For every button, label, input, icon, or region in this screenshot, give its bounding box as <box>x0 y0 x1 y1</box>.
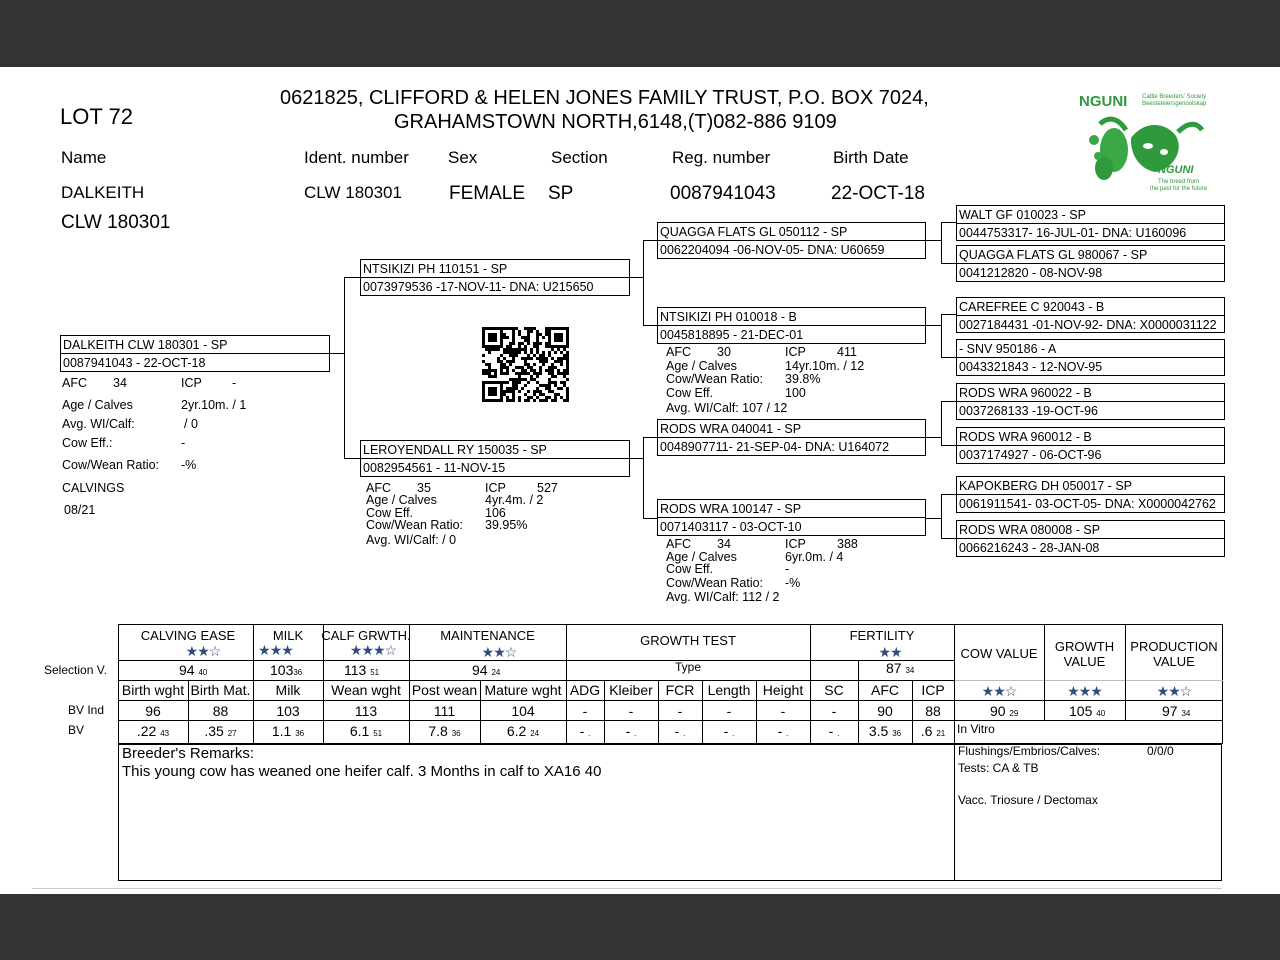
animal-age: 2yr.10m. / 1 <box>181 398 247 412</box>
col-header: SC <box>824 682 844 698</box>
cow-value: 90 29 <box>990 703 1019 719</box>
ss-line1: QUAGGA FLATS GL 050112 - SP <box>660 225 848 239</box>
calvings-value: 08/21 <box>64 503 96 517</box>
dam-afc-label: AFC <box>366 481 391 495</box>
dd-cwr: -% <box>785 576 801 590</box>
animal-cwr: -% <box>181 458 197 472</box>
gen3-box-8 <box>956 520 1225 557</box>
sel-calf-growth: 113 51 <box>344 662 380 678</box>
stars-calving-ease: ★★☆ <box>185 643 221 659</box>
dd-line1: RODS WRA 100147 - SP <box>660 502 802 516</box>
col-header: Mature wght <box>484 682 562 698</box>
logo-brand: NGUNI <box>1079 93 1128 110</box>
dam-line1: LEROYENDALL RY 150035 - SP <box>363 443 547 457</box>
stars-cow-value: ★★☆ <box>981 683 1017 699</box>
sd-age-label: Age / Calves <box>666 359 737 373</box>
animal-afc: 34 <box>113 376 127 390</box>
hdr-production-value-2: VALUE <box>1153 654 1195 669</box>
gen3-1-line1: WALT GF 010023 - SP <box>959 208 1086 222</box>
gen3-8-line2: 0066216243 - 28-JAN-08 <box>959 541 1100 555</box>
hdr-production-value-1: PRODUCTION <box>1130 639 1218 654</box>
hdr-type: Type <box>674 660 701 674</box>
lot-number: LOT 72 <box>60 104 133 129</box>
logo-tagline-1: The breed from <box>1158 179 1200 185</box>
gen3-2-line2: 0041212820 - 08-NOV-98 <box>959 266 1103 280</box>
ds-line1: RODS WRA 040041 - SP <box>660 422 802 436</box>
col-header: Kleiber <box>609 682 653 698</box>
dd-age-label: Age / Calves <box>666 550 737 564</box>
bv-ind-cell: 111 <box>433 703 456 719</box>
sd-afc-label: AFC <box>666 345 691 359</box>
bv-cell: - . <box>674 723 686 739</box>
label-bv: BV <box>68 723 85 737</box>
gen3-box-3 <box>956 297 1225 333</box>
bv-ind-cell: - <box>677 703 683 719</box>
animal-section: SP <box>548 183 574 204</box>
qr-code-icon <box>481 327 570 402</box>
animal-ident-large: CLW 180301 <box>61 212 171 233</box>
header-section: Section <box>551 148 608 167</box>
hdr-growth-test: GROWTH TEST <box>640 633 736 648</box>
bv-cell: .35 27 <box>204 723 237 739</box>
dd-line2: 0071403117 - 03-OCT-10 <box>660 520 802 534</box>
hdr-calving-ease: CALVING EASE <box>140 628 236 643</box>
sel-milk: 10336 <box>270 662 303 678</box>
bv-ind-cell: 90 <box>877 703 893 719</box>
bv-cell: - . <box>625 723 637 739</box>
gen3-box-5 <box>956 383 1225 420</box>
bv-ind-cell: - <box>726 703 732 719</box>
flushings-label: Flushings/Embrios/Calves: <box>958 744 1101 758</box>
animal-birth: 22-OCT-18 <box>831 183 925 204</box>
col-header: Birth wght <box>121 682 185 698</box>
dam-icp-label: ICP <box>485 481 506 495</box>
sd-cwr-label: Cow/Wean Ratio: <box>666 372 764 386</box>
sire-box <box>360 259 630 296</box>
col-header: Milk <box>275 682 301 698</box>
gen3-4-line2: 0043321843 - 12-NOV-95 <box>959 360 1103 374</box>
header-sex: Sex <box>448 148 478 167</box>
bv-ind-cell: 88 <box>925 703 941 719</box>
stars-calf-growth: ★★★☆ <box>349 642 397 658</box>
gen3-8-line1: RODS WRA 080008 - SP <box>959 523 1101 537</box>
logo-society-2: Beestetelersgenootskap <box>1142 101 1207 107</box>
production-value: 97 34 <box>1162 703 1191 719</box>
col-header: Height <box>762 682 804 698</box>
dd-age: 6yr.0m. / 4 <box>785 550 844 564</box>
bv-cell: - . <box>723 723 735 739</box>
label-bv-ind: BV Ind <box>68 703 105 717</box>
gen3-3-line1: CAREFREE C 920043 - B <box>959 300 1105 314</box>
bv-cell: - . <box>777 723 789 739</box>
stars-production-value: ★★☆ <box>1156 683 1192 699</box>
animal-ident: CLW 180301 <box>304 183 402 202</box>
sd-icp: 411 <box>837 345 857 359</box>
bv-ind-cell: - <box>628 703 634 719</box>
cattle-head-icon <box>1086 110 1206 190</box>
gen3-3-line2: 0027184431 -01-NOV-92- DNA: X0000031122 <box>959 318 1217 332</box>
dam-icp: 527 <box>537 481 558 495</box>
dam-line2: 0082954561 - 11-NOV-15 <box>363 461 506 475</box>
dam-sire-box <box>657 419 926 456</box>
nguni-logo <box>1076 88 1216 198</box>
dam-cwr-label: Cow/Wean Ratio: <box>366 518 464 532</box>
header-name: Name <box>61 148 107 167</box>
sd-cwr: 39.8% <box>785 372 821 386</box>
dam-age: 4yr.4m. / 2 <box>485 493 544 507</box>
ds-line2: 0048907711- 21-SEP-04- DNA: U164072 <box>660 440 890 454</box>
animal-icp: - <box>232 376 237 390</box>
sel-maintenance: 94 24 <box>472 662 501 678</box>
sd-cow-eff-label: Cow Eff. <box>666 386 714 400</box>
gen3-4-line1: - SNV 950186 - A <box>959 342 1057 356</box>
animal-reg: 0087941043 <box>670 183 776 204</box>
bv-cell: 3.5 36 <box>868 723 902 739</box>
flushings-value: 0/0/0 <box>1147 744 1174 758</box>
col-header: ICP <box>921 682 945 698</box>
animal-age-label: Age / Calves <box>62 398 133 412</box>
gen3-6-line2: 0037174927 - 06-OCT-96 <box>959 448 1102 462</box>
hdr-maintenance: MAINTENANCE <box>440 628 535 643</box>
hdr-cow-value: COW VALUE <box>960 646 1038 661</box>
sire-dam-box <box>657 307 926 344</box>
dam-dam-box <box>657 499 926 536</box>
dam-age-label: Age / Calves <box>366 493 437 507</box>
bv-cell: - . <box>828 723 840 739</box>
bottom-dark-bar <box>0 894 1280 960</box>
dd-icp-label: ICP <box>785 537 806 551</box>
animal-cow-eff: - <box>181 436 186 450</box>
gen3-7-line2: 0061911541- 03-OCT-05- DNA: X0000042762 <box>959 497 1216 511</box>
stars-fertility: ★★ <box>878 644 902 660</box>
bv-cell: .6 21 <box>920 723 946 739</box>
animal-name: DALKEITH <box>61 183 145 202</box>
bv-cell: 6.2 24 <box>506 723 540 739</box>
stars-maintenance: ★★☆ <box>481 644 517 660</box>
bv-ind-cell: - <box>582 703 588 719</box>
label-selection: Selection V. <box>44 663 107 677</box>
logo-tagline-2: the past for the future <box>1150 186 1208 192</box>
header-ident: Ident. number <box>304 148 409 167</box>
dd-cwr-label: Cow/Wean Ratio: <box>666 576 764 590</box>
stars-growth-value: ★★★ <box>1067 683 1102 699</box>
stars-milk: ★★★ <box>258 642 293 658</box>
bv-cell: 7.8 36 <box>428 723 461 739</box>
dd-icp: 388 <box>837 537 858 551</box>
animal-box-line1: DALKEITH CLW 180301 - SP <box>63 338 228 352</box>
gen3-5-line2: 0037268133 -19-OCT-96 <box>959 404 1098 418</box>
gen3-box-6 <box>956 427 1225 464</box>
dd-cow-eff-label: Cow Eff. <box>666 562 714 576</box>
hdr-calf-growth: CALF GRWTH. <box>321 628 411 643</box>
sd-afc: 30 <box>717 345 731 359</box>
animal-sex: FEMALE <box>449 183 526 204</box>
sire-line1: NTSIKIZI PH 110151 - SP <box>363 262 508 276</box>
top-dark-bar <box>0 0 1280 67</box>
gen3-7-line1: KAPOKBERG DH 050017 - SP <box>959 479 1132 493</box>
remarks-text: This young cow has weaned one heifer calf. 3 Months in calf to XA16 40 <box>122 763 602 780</box>
dd-cow-eff: - <box>785 562 790 576</box>
dam-cow-eff: 106 <box>485 506 506 520</box>
animal-avg: / 0 <box>184 417 198 431</box>
logo-badge: NGUNI <box>1158 164 1194 176</box>
dam-avg: Avg. WI/Calf: / 0 <box>366 533 457 547</box>
owner-line-1: 0621825, CLIFFORD & HELEN JONES FAMILY TRUST, P.O. BOX 7024, <box>280 87 929 109</box>
bv-ind-cell: 104 <box>511 703 535 719</box>
bv-ind-cell: 96 <box>145 703 161 719</box>
animal-pedigree-box <box>60 335 330 372</box>
animal-afc-label: AFC <box>62 376 87 390</box>
sel-fertility: 87 34 <box>886 660 915 676</box>
bv-cell: 6.1 51 <box>349 723 383 739</box>
hdr-milk: MILK <box>272 628 304 643</box>
gen3-6-line1: RODS WRA 960012 - B <box>959 430 1092 444</box>
dd-avg: Avg. WI/Calf: 112 / 2 <box>666 590 780 604</box>
gen3-box-2 <box>956 245 1225 282</box>
bv-ind-cell: 103 <box>276 703 300 719</box>
hdr-growth-value-1: GROWTH <box>1054 639 1115 654</box>
sel-calving-ease: 94 40 <box>179 662 208 678</box>
col-header: Post wean <box>411 682 478 698</box>
col-header: ADG <box>569 682 601 698</box>
logo-society-1: Cattle Breeders' Society <box>1142 94 1207 100</box>
sire-line2: 0073979536 -17-NOV-11- DNA: U215650 <box>363 280 594 294</box>
sd-line2: 0045818895 - 21-DEC-01 <box>660 328 804 342</box>
bv-ind-cell: 88 <box>212 703 229 719</box>
calvings-label: CALVINGS <box>62 481 125 495</box>
sd-avg: Avg. WI/Calf: 107 / 12 <box>666 401 788 415</box>
gen3-5-line1: RODS WRA 960022 - B <box>959 386 1092 400</box>
vaccination-text: Vacc. Triosure / Dectomax <box>958 793 1098 807</box>
sd-age: 14yr.10m. / 12 <box>785 359 865 373</box>
bv-ind-cell: 113 <box>354 703 378 719</box>
sd-line1: NTSIKIZI PH 010018 - B <box>660 310 797 324</box>
sd-cow-eff: 100 <box>785 386 806 400</box>
animal-box-line2: 0087941043 - 22-OCT-18 <box>63 356 206 370</box>
ss-line2: 0062204094 -06-NOV-05- DNA: U60659 <box>660 243 885 257</box>
tests-text: Tests: CA & TB <box>958 761 1039 775</box>
dam-box <box>360 440 630 477</box>
col-header: AFC <box>871 682 899 698</box>
col-header: FCR <box>665 682 695 698</box>
dd-afc: 34 <box>717 537 731 551</box>
animal-cwr-label: Cow/Wean Ratio: <box>62 458 160 472</box>
dd-afc-label: AFC <box>666 537 691 551</box>
header-reg: Reg. number <box>672 148 771 167</box>
bv-cell: - . <box>579 723 591 739</box>
col-header: Wean wght <box>331 682 401 698</box>
in-vitro-label: In Vitro <box>957 722 995 736</box>
remarks-label: Breeder's Remarks: <box>122 745 255 762</box>
hdr-growth-value-2: VALUE <box>1063 654 1106 669</box>
owner-line-2: GRAHAMSTOWN NORTH,6148,(T)082-886 9109 <box>394 111 837 133</box>
col-header: Birth Mat. <box>190 682 251 698</box>
col-header: Length <box>707 682 751 698</box>
gen3-2-line1: QUAGGA FLATS GL 980067 - SP <box>959 248 1148 262</box>
bv-cell: 1.1 36 <box>271 723 305 739</box>
hdr-fertility: FERTILITY <box>849 628 915 643</box>
animal-avg-label: Avg. WI/Calf: <box>62 417 135 431</box>
bv-cell: .22 43 <box>136 723 170 739</box>
sire-sire-box <box>657 222 926 259</box>
sd-icp-label: ICP <box>785 345 806 359</box>
gen3-1-line2: 0044753317- 16-JUL-01- DNA: U160096 <box>959 226 1187 240</box>
dam-afc: 35 <box>417 481 431 495</box>
bv-ind-cell: - <box>831 703 837 719</box>
animal-icp-label: ICP <box>181 376 202 390</box>
gen3-box-1 <box>956 205 1225 241</box>
bv-ind-cell: - <box>780 703 786 719</box>
gen3-box-4 <box>956 339 1225 376</box>
animal-cow-eff-label: Cow Eff.: <box>62 436 113 450</box>
dam-cwr: 39.95% <box>485 518 528 532</box>
gen3-box-7 <box>956 476 1225 513</box>
growth-value: 105 40 <box>1069 703 1106 719</box>
header-birth: Birth Date <box>833 148 909 167</box>
dam-cow-eff-label: Cow Eff. <box>366 506 414 520</box>
